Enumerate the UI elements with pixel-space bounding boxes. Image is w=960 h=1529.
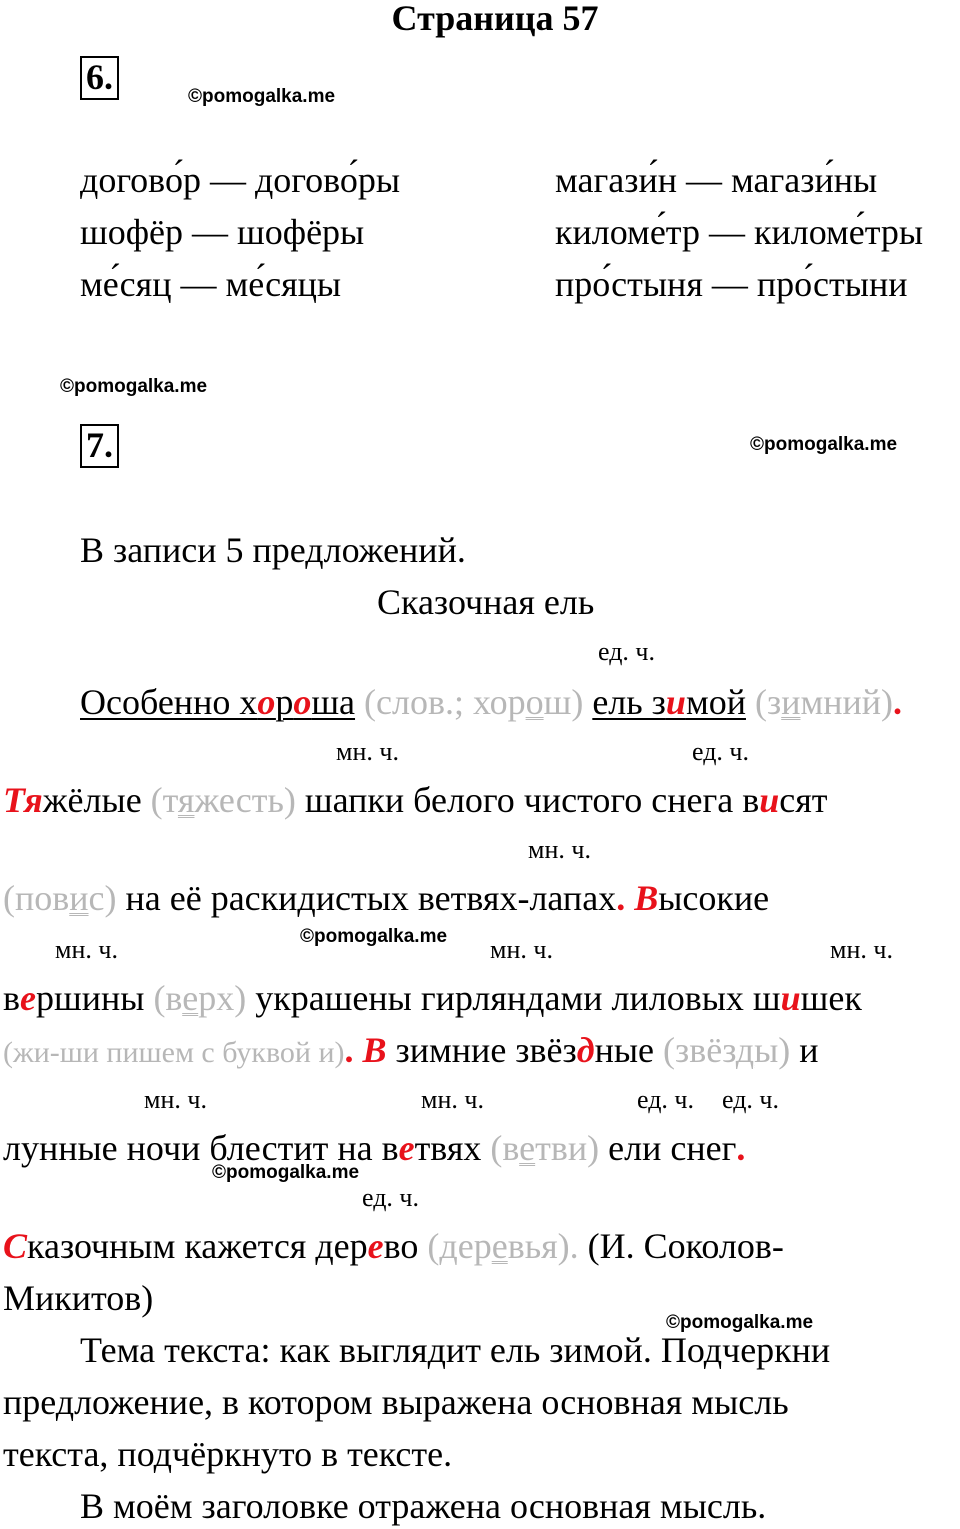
sentence-5-line-2: Микитов) <box>3 1278 154 1318</box>
number-label: мн. ч. <box>144 1085 207 1114</box>
hint: (деревья). <box>427 1226 579 1266</box>
number-label: мн. ч. <box>490 935 553 964</box>
number-label: ед. ч. <box>598 637 656 666</box>
task-7-number: 7. <box>80 424 119 468</box>
watermark: ©pomogalka.me <box>60 376 208 397</box>
number-label: ед. ч. <box>637 1085 695 1114</box>
hint: (слов.; хорош) <box>364 682 584 722</box>
task-6-number: 6. <box>80 56 119 100</box>
watermark: ©pomogalka.me <box>750 434 898 455</box>
number-label: ед. ч. <box>722 1085 780 1114</box>
story-title: Сказочная ель <box>377 582 595 622</box>
task-6-right-pair-3: про́стыня — про́стыни <box>555 264 908 304</box>
conclusion: В моём заголовке отражена основная мысль. <box>80 1486 767 1526</box>
number-label: ед. ч. <box>692 737 750 766</box>
watermark: ©pomogalka.me <box>188 86 336 107</box>
page-title: Страница 57 <box>391 0 599 38</box>
hint: (жи-ши пишем с буквой и) <box>3 1036 345 1069</box>
task-6-left-pair-3: ме́сяц — ме́сяцы <box>80 264 342 304</box>
watermark: ©pomogalka.me <box>666 1312 814 1333</box>
number-label: мн. ч. <box>421 1085 484 1114</box>
sentence-1: Особенно хороша (слов.; хорош) ель зимой (зимний). <box>80 682 903 722</box>
theme-line-1: Тема текста: как выглядит ель зимой. Подчеркни <box>80 1330 831 1370</box>
number-label: мн. ч. <box>55 935 118 964</box>
sentence-3-line-2: (жи-ши пишем с буквой и). В зимние звёздные (звёзды) и <box>3 1030 819 1070</box>
task-6-left-pair-1: догово́р — догово́ры <box>80 160 401 200</box>
sentence-2-line-1: Тяжёлые (тяжесть) шапки белого чистого снега висят <box>3 780 828 820</box>
sentence-4-line-2: лунные ночи блестит на ветвях (ветви) ели снег. <box>3 1128 746 1168</box>
underlined-phrase: Особенно хороша <box>80 682 356 722</box>
theme-line-2: предложение, в котором выражена основная мысль <box>3 1382 789 1422</box>
hint: (зимний) <box>754 682 894 722</box>
task-7-intro: В записи 5 предложений. <box>80 530 466 570</box>
underlined-phrase: ель зимой <box>592 682 746 722</box>
hint: (звёзды) <box>663 1030 791 1070</box>
sentence-2-line-2: (повис) на её раскидистых ветвях-лапах. Высокие <box>3 878 770 918</box>
theme-line-3: текста, подчёркнуто в тексте. <box>3 1434 453 1474</box>
hint: (ветви) <box>490 1128 600 1168</box>
watermark: ©pomogalka.me <box>300 926 448 947</box>
task-6-left-pair-2: шофёр — шофёры <box>80 212 365 252</box>
watermark: ©pomogalka.me <box>212 1162 360 1183</box>
task-6-right-pair-2: киломе́тр — киломе́тры <box>555 212 924 252</box>
sentence-3-line-1: вершины (верх) украшены гирляндами лиловых шишек <box>3 978 862 1018</box>
hint: (верх) <box>153 978 247 1018</box>
sentence-5-line-1: Сказочным кажется дерево (деревья). (И. Соколов- <box>3 1226 784 1266</box>
number-label: мн. ч. <box>528 835 591 864</box>
hint: (тяжесть) <box>150 780 296 820</box>
number-label: мн. ч. <box>336 737 399 766</box>
number-label: мн. ч. <box>830 935 893 964</box>
hint: (повис) <box>3 878 117 918</box>
number-label: ед. ч. <box>362 1183 420 1212</box>
task-6-right-pair-1: магази́н — магази́ны <box>555 160 878 200</box>
